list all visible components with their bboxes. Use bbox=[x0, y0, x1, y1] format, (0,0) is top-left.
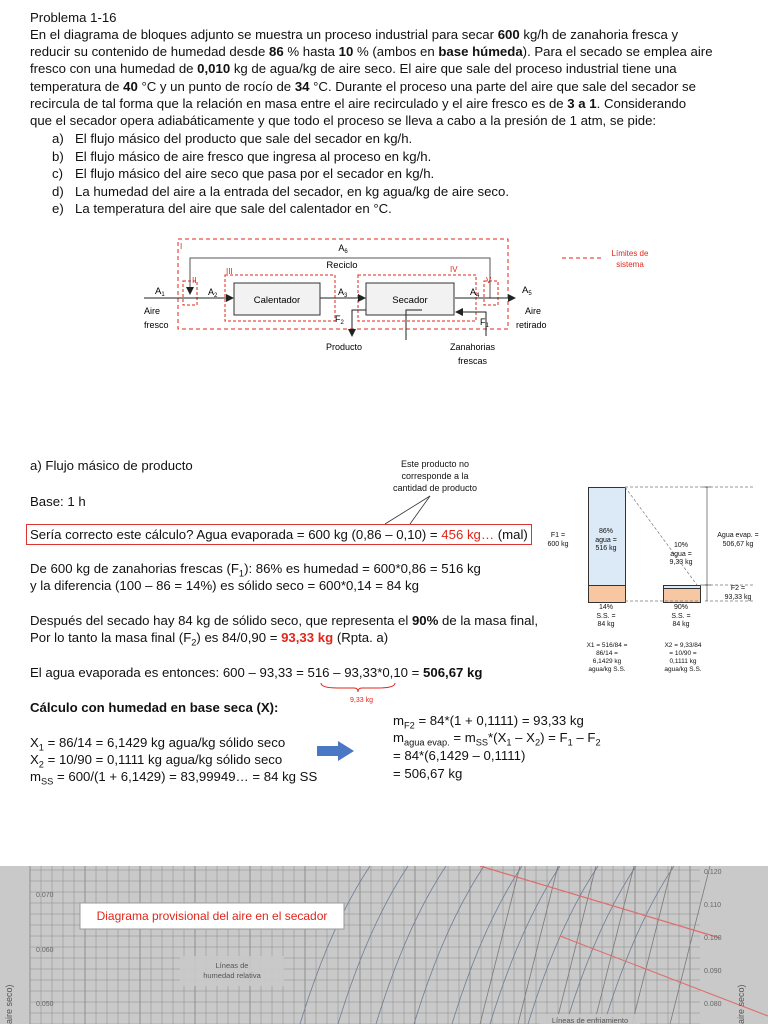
f2-label: F2 = 93,33 kg bbox=[724, 585, 752, 601]
x2-line: $X_2 = 10/90 = 0,1111$ kg agua/kg sólido seco bbox=[30, 752, 283, 770]
psychrometric-chart bbox=[0, 866, 768, 1024]
para-final-mass: Por lo tanto la masa final $(F_2)$ es 84/0,90 = 93,33 kg (Rpta. a) bbox=[30, 630, 389, 648]
label-removed-air-2: retirado bbox=[516, 320, 547, 330]
question-text: El flujo másico de aire fresco que ingresa al proceso en kg/h. bbox=[75, 148, 432, 164]
question-mark: c) bbox=[52, 166, 63, 182]
para-dry-solid: y la diferencia (100 – 86 = 14%) es sólido seco = 600*0,14 = 84 kg bbox=[30, 578, 419, 593]
label-carrots-2: frescas bbox=[458, 356, 488, 366]
roman-iv: IV bbox=[450, 265, 458, 274]
right-tick-2: 0.100 bbox=[704, 935, 722, 942]
question-mark: a) bbox=[52, 131, 64, 146]
right-tick-3: 0.090 bbox=[704, 968, 722, 975]
result-evap-formula: $m_{agua evap.} = m_{SS}*(X_1 - X_2) = F_1 - F_2$ bbox=[393, 730, 601, 748]
right-solid-label: 90% S.S. = 84 kg bbox=[671, 604, 691, 628]
para-evaporated-water: El agua evaporada es entonces: 600 – 93,33 = 516 – 93,33*0,10 = 506,67 kg bbox=[30, 665, 483, 680]
brace-underline bbox=[318, 681, 398, 693]
label-a6: $A_6$ bbox=[338, 243, 348, 255]
question-mark: b) bbox=[52, 148, 64, 164]
wrong-calculation: Sería correcto este cálculo? Agua evaporada = 600 kg (0,86 – 0,10) = 456 kg… (mal) bbox=[26, 524, 532, 545]
problem-line: reducir su contenido de humedad desde 86 % hasta 10 % (ambos en base húmeda). Para el secado se emplea aire bbox=[30, 44, 713, 60]
f1-label: F1 = 600 kg bbox=[547, 532, 569, 548]
annotation-arrows bbox=[380, 494, 450, 528]
x1-bar-label: X1 = 516/84 = 86/14 = 6,1429 kg agua/kg S.S. bbox=[586, 642, 628, 673]
roman-v: V bbox=[486, 276, 492, 285]
question-mark: e) bbox=[52, 201, 64, 217]
label-heater: Calentador bbox=[253, 295, 301, 306]
base-text: Base: 1 h bbox=[30, 494, 86, 509]
solution-heading: a) Flujo másico de producto bbox=[30, 458, 193, 473]
mss-line: $m_{SS} = 600/(1 + 6,1429)$ = 83,99949… = 84 kg SS bbox=[30, 769, 318, 787]
left-water-label: 86% agua = 516 kg bbox=[595, 528, 617, 552]
question-mark: d) bbox=[52, 183, 64, 199]
problem-line: En el diagrama de bloques adjunto se muestra un proceso industrial para secar 600 kg/h de zanahoria fresca y bbox=[30, 27, 679, 42]
legend-label-2: sistema bbox=[616, 260, 644, 269]
label-a4: $A_4$ bbox=[470, 287, 480, 299]
label-f1: $F_1$ bbox=[480, 317, 489, 329]
left-axis-label: aire seco) bbox=[4, 984, 14, 1024]
process-block-diagram bbox=[130, 232, 690, 372]
right-axis-label: aire seco) bbox=[736, 984, 746, 1024]
label-recycle: Reciclo bbox=[326, 260, 358, 271]
problem-title: Problema 1-16 bbox=[30, 10, 117, 25]
para-f1: De 600 kg de zanahorias frescas $(F_1)$: 86% es humedad = 600*0,86 = 516 kg bbox=[30, 561, 481, 579]
right-tick-1: 0.110 bbox=[704, 902, 721, 909]
left-solid-label: 14% S.S. = 84 kg bbox=[596, 604, 616, 628]
roman-i: I bbox=[180, 242, 183, 251]
label-dryer: Secador bbox=[392, 295, 428, 306]
x1-line: $X_1 = 86/14 = 6,1429$ kg agua/kg sólido seco bbox=[30, 735, 286, 753]
cooling-label: Líneas de enfriamiento bbox=[551, 1016, 629, 1024]
question-text: El flujo másico del aire seco que pasa por el secador en kg/h. bbox=[75, 166, 435, 182]
rh-label-1: Líneas de bbox=[215, 961, 249, 970]
problem-line: temperatura de 40 °C y un punto de rocío de 34 °C. Durante el proceso una parte del aire que sale del secador se bbox=[30, 78, 696, 94]
x2-bar-label: X2 = 9,33/84 = 10/90 = 0,1111 kg agua/kg S.S. bbox=[664, 642, 702, 673]
result-evap-sub: = 84*(6,1429 – 0,1111) bbox=[393, 748, 526, 763]
result-evap-value: = 506,67 kg bbox=[393, 766, 463, 781]
label-a3: $A_3$ bbox=[338, 287, 348, 299]
label-a5: $A_5$ bbox=[522, 285, 532, 297]
right-tick-0: 0.120 bbox=[704, 869, 722, 876]
para-after-drying: Después del secado hay 84 kg de sólido seco, que representa el 90% de la masa final, bbox=[30, 613, 539, 628]
left-tick-0: 0.070 bbox=[36, 892, 54, 899]
legend-label-1: Límites de bbox=[611, 249, 649, 258]
annotation-note: Este producto no corresponde a la cantidad de producto bbox=[392, 459, 478, 493]
right-water-label: 10% agua = 9,33 kg bbox=[669, 542, 693, 566]
problem-line: que el secador opera adiabáticamente y que todo el proceso se lleva a cabo a la presión de 1 atm, se pide: bbox=[30, 113, 657, 128]
label-f2: $F_2$ bbox=[335, 314, 344, 326]
question-text: La temperatura del aire que sale del calentador en °C. bbox=[75, 201, 392, 217]
evaporated-label: Agua evap. = 506,67 kg bbox=[717, 532, 759, 548]
roman-iii: III bbox=[226, 267, 233, 276]
brace-label: 9,33 kg bbox=[350, 697, 373, 704]
label-carrots-1: Zanahorias bbox=[450, 342, 496, 352]
chart-title: Diagrama provisional del aire en el secador bbox=[96, 909, 328, 923]
right-arrow-icon bbox=[316, 740, 356, 762]
label-a2: $A_2$ bbox=[208, 287, 218, 299]
label-fresh-air-1: Aire bbox=[144, 306, 161, 316]
left-tick-1: 0.060 bbox=[36, 947, 54, 954]
roman-ii: II bbox=[192, 276, 197, 285]
problem-line: fresco con una humedad de 0,010 kg de agua/kg de aire seco. El aire que sale del proceso industrial tiene una bbox=[30, 61, 677, 77]
rh-label-2: humedad relativa bbox=[203, 971, 261, 980]
label-a1: $A_1$ bbox=[155, 286, 165, 298]
right-tick-4: 0.080 bbox=[704, 1001, 722, 1008]
question-text: La humedad del aire a la entrada del secador, en kg agua/kg de aire seco. bbox=[75, 183, 510, 199]
label-removed-air-1: Aire bbox=[525, 306, 542, 316]
result-mf2: $m_{F2} = 84*(1 + 0,1111) = 93,33$ kg bbox=[393, 713, 584, 731]
label-fresh-air-2: fresco bbox=[144, 320, 169, 330]
label-product: Producto bbox=[326, 342, 363, 352]
dry-basis-heading: Cálculo con humedad en base seca (X): bbox=[30, 700, 279, 715]
problem-line: recircula de tal forma que la relación en masa entre el aire recirculado y el aire fresco es de 3 a 1. Considerando bbox=[30, 95, 687, 111]
product-stream bbox=[352, 310, 366, 336]
question-text: El flujo másico del producto que sale del secador en kg/h. bbox=[75, 131, 413, 146]
left-tick-2: 0.050 bbox=[36, 1001, 54, 1008]
